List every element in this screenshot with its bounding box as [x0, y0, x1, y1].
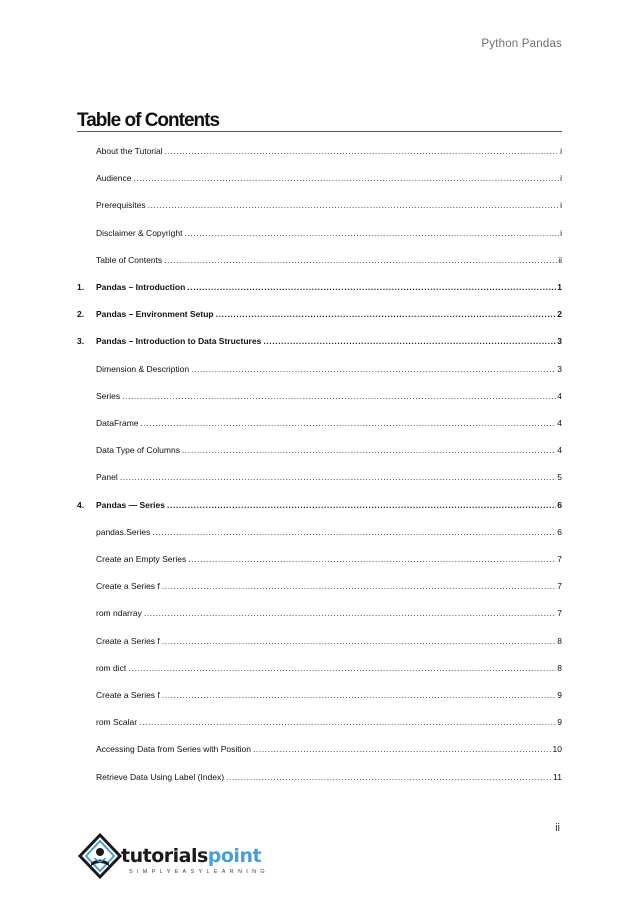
toc-entry-label: Pandas – Introduction to Data Structures [96, 336, 262, 347]
toc-entry[interactable] [77, 551, 562, 567]
toc-entry[interactable] [77, 660, 562, 676]
toc-dot-leader [187, 279, 556, 295]
toc-dot-leader [188, 551, 556, 567]
toc-entry-page: i [560, 173, 562, 184]
toc-entry-page: 7 [557, 608, 562, 619]
toc-entry-label: Create a Series f [96, 635, 160, 646]
toc-chapter-entry[interactable] [77, 333, 562, 349]
toc-dot-leader [191, 361, 556, 377]
toc-entry-page: 3 [557, 336, 562, 347]
page-number: ii [555, 822, 560, 834]
toc-dot-leader [122, 388, 556, 404]
toc-entry-number: 1. [77, 282, 85, 292]
logo-wordmark-accent: point [207, 845, 262, 867]
toc-entry-label: Accessing Data from Series with Position [96, 744, 251, 755]
toc-dot-leader [128, 660, 556, 676]
toc-entry-number: 3. [77, 336, 85, 347]
toc-entry-number: 2. [77, 309, 85, 320]
toc-dot-leader [226, 769, 552, 785]
toc-entry-page: 10 [552, 744, 562, 755]
toc-dot-leader [184, 225, 559, 241]
title-divider [77, 131, 562, 132]
logo-wordmark-main: tutorials [121, 845, 208, 867]
toc-entry-page: 3 [557, 363, 562, 374]
toc-entry-label: Pandas – Introduction [96, 282, 186, 292]
toc-entry-page: i [560, 200, 562, 211]
toc-entry-label: pandas.Series [96, 526, 151, 537]
toc-entry-label: Create a Series f [96, 690, 160, 700]
toc-entry[interactable] [77, 633, 562, 649]
toc-dot-leader [162, 633, 556, 649]
toc-entry-page: 2 [557, 309, 562, 320]
toc-entry[interactable] [77, 415, 562, 431]
toc-dot-leader [162, 578, 556, 594]
toc-entry-number: 4. [77, 499, 85, 510]
toc-dot-leader [133, 170, 559, 186]
toc-entry-page: ii [558, 254, 562, 265]
toc-entry-label: Audience [96, 173, 132, 184]
toc-entry[interactable] [77, 605, 562, 621]
toc-dot-leader [216, 306, 557, 322]
toc-entry[interactable] [77, 252, 562, 268]
toc-entry-page: 9 [557, 717, 562, 728]
toc-entry-label: DataFrame [96, 418, 139, 428]
toc-entry[interactable] [77, 741, 562, 757]
toc-entry[interactable] [77, 143, 562, 159]
toc-entry-label: Create a Series f [96, 581, 160, 592]
running-header: Python Pandas [481, 38, 562, 50]
toc-dot-leader [162, 687, 556, 703]
toc-entry-label: Retrieve Data Using Label (Index) [96, 771, 225, 782]
toc-dot-leader [164, 252, 557, 268]
toc-dot-leader [182, 442, 556, 458]
toc-entry[interactable] [77, 687, 562, 703]
tutorialspoint-logo [77, 832, 267, 890]
toc-entry-label: Series [96, 390, 121, 401]
toc-entry-label: Dimension & Description [96, 363, 190, 374]
toc-entry-page: 4 [557, 445, 562, 456]
toc-entry-label: About the Tutorial [96, 146, 163, 156]
toc-entry-label: Data Type of Columns [96, 445, 180, 456]
toc-entry-page: 6 [557, 526, 562, 537]
page-title: Table of Contents [77, 110, 220, 131]
toc-dot-leader [167, 497, 556, 513]
toc-entry[interactable] [77, 197, 562, 213]
toc-entry-label: rom dict [96, 662, 127, 673]
toc-entry-page: 1 [557, 282, 562, 292]
toc-entry-page: 9 [557, 690, 562, 700]
toc-entry-label: rom ndarray [96, 608, 142, 619]
toc-entry-page: 8 [557, 635, 562, 646]
toc-dot-leader [139, 714, 556, 730]
toc-dot-leader [148, 197, 560, 213]
toc-entry[interactable] [77, 469, 562, 485]
toc-chapter-entry[interactable] [77, 279, 562, 295]
toc-entry-label: Panel [96, 472, 118, 483]
toc-entry[interactable] [77, 714, 562, 730]
toc-entry-label: Create an Empty Series [96, 554, 187, 564]
toc-entry-label: Disclaimer & Copyright [96, 227, 183, 238]
toc-dot-leader [120, 469, 557, 485]
toc-entry-label: Table of Contents [96, 254, 163, 265]
toc-entry[interactable] [77, 170, 562, 186]
toc-chapter-entry[interactable] [77, 497, 562, 513]
toc-entry[interactable] [77, 524, 562, 540]
toc-dot-leader [263, 333, 556, 349]
toc-entry-label: Pandas — Series [96, 499, 165, 510]
toc-entry[interactable] [77, 388, 562, 404]
toc-entry-page: 4 [557, 390, 562, 401]
toc-entry-label: Prerequisites [96, 200, 146, 211]
logo-wordmark [121, 845, 261, 867]
toc-dot-leader [253, 741, 552, 757]
toc-entry-page: 4 [557, 418, 562, 428]
toc-entry-page: 8 [557, 662, 562, 673]
toc-entry-page: 11 [553, 771, 562, 782]
toc-entry-label: Pandas – Environment Setup [96, 309, 214, 320]
logo-tagline: SIMPLYEASYLEARNING [129, 869, 269, 875]
toc-entry[interactable] [77, 442, 562, 458]
toc-entry-page: 6 [557, 499, 562, 510]
toc-entry-page: 7 [557, 554, 562, 564]
toc-entry-page: i [560, 227, 562, 238]
toc-dot-leader [141, 415, 557, 431]
toc-entry[interactable] [77, 225, 562, 241]
toc-entry-page: 7 [557, 581, 562, 592]
tutorialspoint-logo-icon [77, 832, 123, 890]
toc-entry[interactable] [77, 769, 562, 785]
toc-entry[interactable] [77, 578, 562, 594]
toc-dot-leader [152, 524, 556, 540]
toc-dot-leader [165, 143, 559, 159]
toc-entry-page: 5 [557, 472, 562, 483]
toc-chapter-entry[interactable] [77, 306, 562, 322]
toc-entry[interactable] [77, 361, 562, 377]
toc-entry-label: rom Scalar [96, 717, 138, 728]
toc-entry-page: i [560, 146, 562, 156]
toc-dot-leader [144, 605, 556, 621]
